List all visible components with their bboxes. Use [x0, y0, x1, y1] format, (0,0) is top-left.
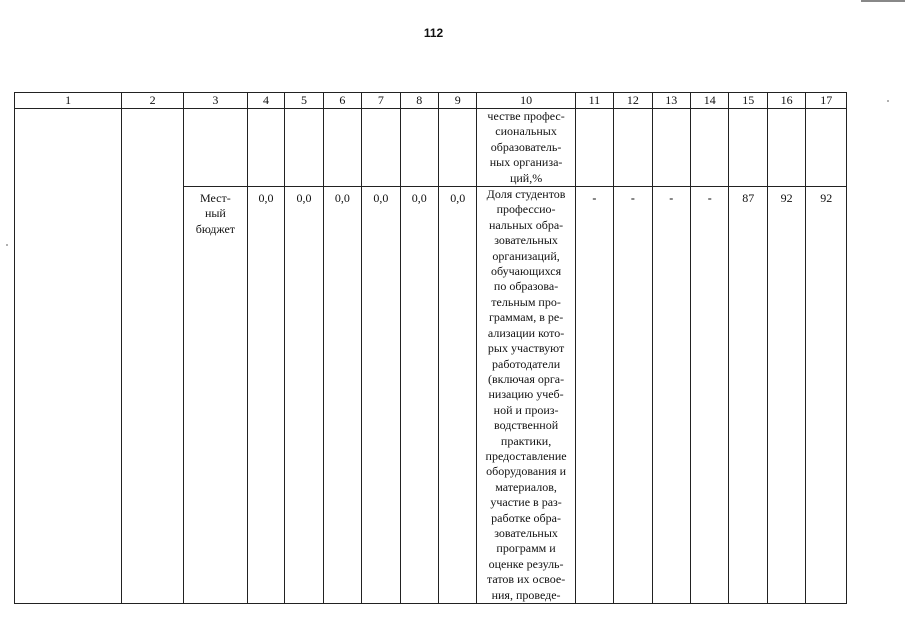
header-cell: 16 — [767, 93, 805, 109]
empty-cell — [806, 109, 847, 187]
header-cell: 17 — [806, 93, 847, 109]
target-col13: - — [669, 191, 674, 206]
header-cell: 10 — [477, 93, 575, 109]
header-cell: 14 — [691, 93, 729, 109]
empty-cell-col1 — [15, 109, 122, 604]
target-cell — [767, 187, 805, 604]
empty-cell — [652, 109, 690, 187]
empty-cell — [691, 109, 729, 187]
data-table — [14, 92, 847, 604]
header-cell: 3 — [184, 93, 248, 109]
value-col6: 0,0 — [334, 191, 350, 206]
empty-cell — [184, 109, 248, 187]
scan-speck — [887, 100, 889, 102]
header-cell: 9 — [439, 93, 477, 109]
value-col8: 0,0 — [411, 191, 427, 206]
empty-cell — [439, 109, 477, 187]
empty-cell-col2 — [122, 109, 184, 604]
empty-cell — [323, 109, 361, 187]
scan-edge-mark — [861, 0, 905, 2]
value-cell — [247, 187, 284, 604]
empty-cell — [767, 109, 805, 187]
scan-speck — [6, 244, 8, 246]
target-cell — [652, 187, 690, 604]
value-cell — [439, 187, 477, 604]
value-cell — [323, 187, 361, 604]
empty-cell — [614, 109, 652, 187]
value-cell — [400, 187, 438, 604]
header-cell: 12 — [614, 93, 652, 109]
target-cell — [691, 187, 729, 604]
target-col11: - — [592, 191, 597, 206]
target-col17: 92 — [820, 191, 833, 206]
target-cell — [575, 187, 613, 604]
header-cell: 13 — [652, 93, 690, 109]
funding-source-cell — [184, 187, 248, 604]
value-cell — [362, 187, 400, 604]
target-col12: - — [630, 191, 635, 206]
header-cell: 11 — [575, 93, 613, 109]
empty-cell — [362, 109, 400, 187]
page-number: 112 — [423, 26, 444, 40]
funding-source: Мест- ный бюджет — [195, 191, 236, 236]
empty-cell — [575, 109, 613, 187]
indicator-description: Доля студентов профессио- нальных обра- зовательных организаций, обучающихся по образова- тельным про- граммам, в ре- ализации кото- рых участвуют работодатели (включая орга- низацию учеб- ной и произ- водственной практики, предоставление оборудования и материалов, участие в раз- работке обра- зовательных программ и оценке резуль- татов их освое- ния, проведе- — [485, 187, 567, 602]
value-col7: 0,0 — [373, 191, 389, 206]
target-col14: - — [707, 191, 712, 206]
value-col4: 0,0 — [258, 191, 274, 206]
target-cell — [806, 187, 847, 604]
header-cell: 4 — [247, 93, 284, 109]
indicator-continuation-text: честве профес- сиональных образователь- ных организа- ций,% — [487, 109, 565, 185]
indicator-continuation — [477, 109, 575, 187]
header-cell: 15 — [729, 93, 767, 109]
continuation-row — [15, 109, 847, 187]
value-cell — [285, 187, 323, 604]
header-cell: 5 — [285, 93, 323, 109]
indicator-cell — [477, 187, 575, 604]
target-col16: 92 — [780, 191, 793, 206]
header-cell: 8 — [400, 93, 438, 109]
target-cell — [614, 187, 652, 604]
target-col15: 87 — [742, 191, 755, 206]
empty-cell — [285, 109, 323, 187]
value-col9: 0,0 — [450, 191, 466, 206]
target-cell — [729, 187, 767, 604]
empty-cell — [247, 109, 284, 187]
empty-cell — [729, 109, 767, 187]
header-row — [15, 93, 847, 109]
header-cell: 6 — [323, 93, 361, 109]
header-cell: 7 — [362, 93, 400, 109]
header-cell: 1 — [15, 93, 122, 109]
empty-cell — [400, 109, 438, 187]
header-cell: 2 — [122, 93, 184, 109]
value-col5: 0,0 — [296, 191, 312, 206]
